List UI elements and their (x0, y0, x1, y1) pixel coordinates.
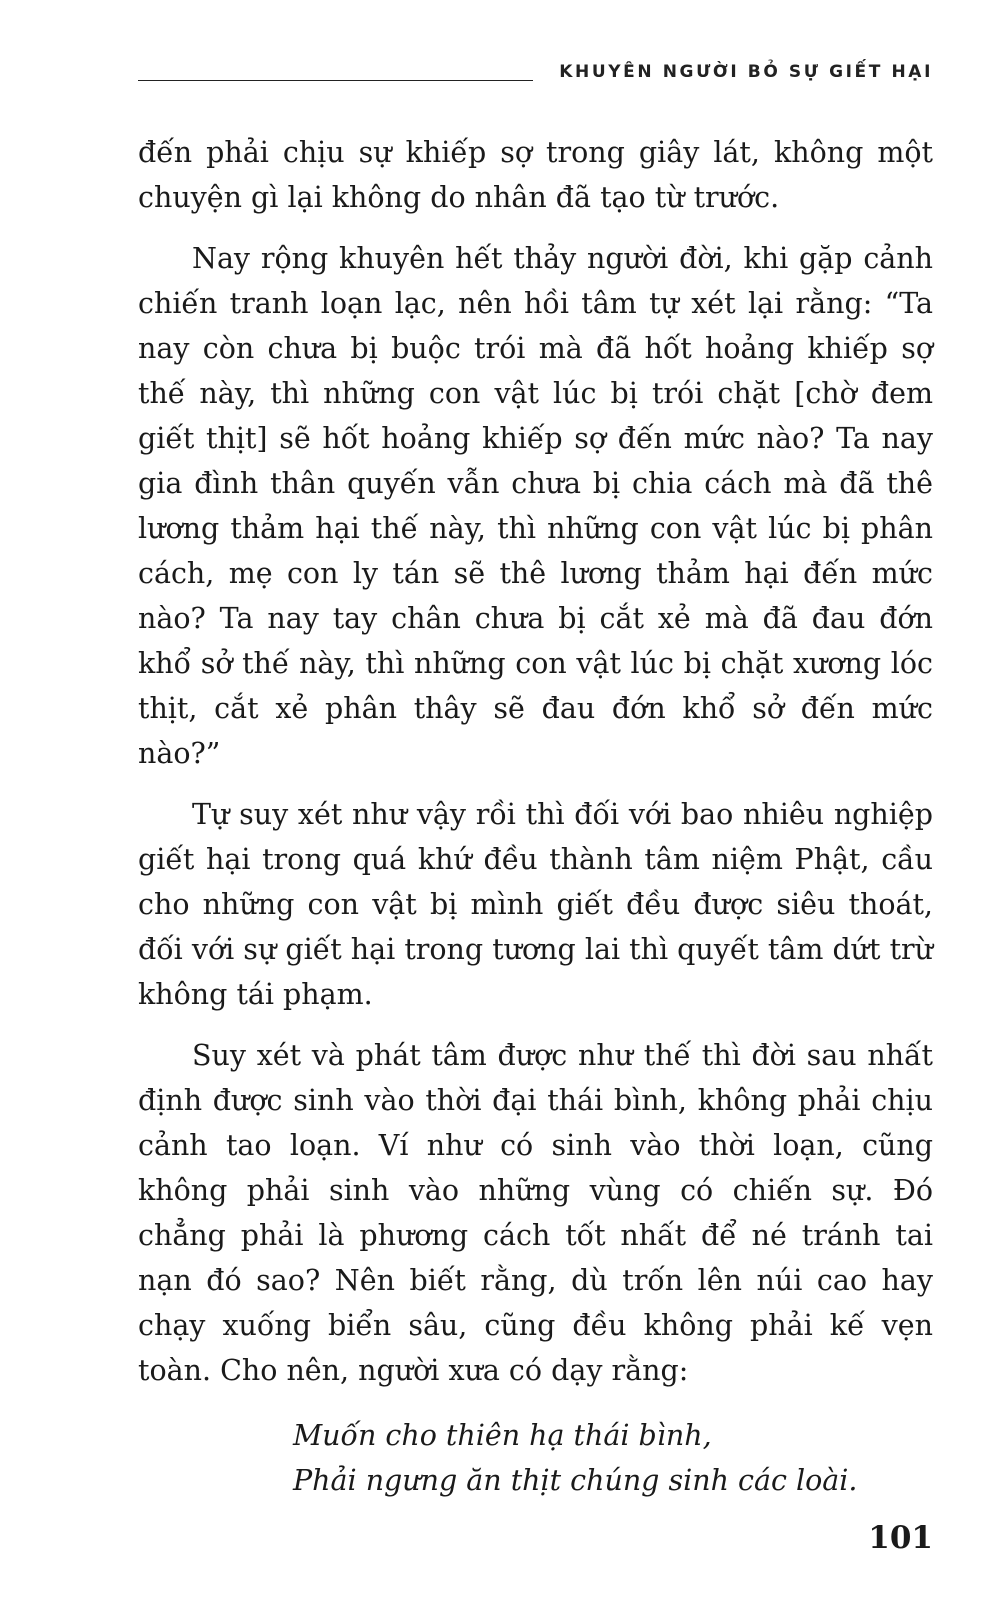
verse-line: Phải ngưng ăn thịt chúng sinh các loài. (293, 1464, 858, 1497)
paragraph-continuation: đến phải chịu sự khiếp sợ trong giây lát, không một chuyện gì lại không do nhân đã tạo từ trước. (138, 136, 933, 214)
paragraph: Nay rộng khuyên hết thảy người đời, khi gặp cảnh chiến tranh loạn lạc, nên hồi tâm tự xét lại rằng: “Ta nay còn chưa bị buộc trói mà đã hốt hoảng khiếp sợ thế này, thì những con vật lúc bị trói chặt [chờ đem giết thịt] sẽ hốt hoảng khiếp sợ đến mức nào? Ta nay gia đình thân quyến vẫn chưa bị chia cách mà đã thê lương thảm hại thế này, thì những con vật lúc bị phân cách, mẹ con ly tán sẽ thê lương thảm hại đến mức nào? Ta nay tay chân chưa bị cắt xẻ mà đã đau đớn khổ sở thế này, thì những con vật lúc bị chặt xương lóc thịt, cắt xẻ phân thây sẽ đau đớn khổ sở đến mức nào?” (138, 242, 933, 770)
verse-quote (293, 1413, 933, 1503)
running-header (138, 58, 933, 88)
page-number: 101 (868, 1520, 933, 1556)
header-rule (138, 80, 533, 81)
paragraph: Tự suy xét như vậy rồi thì đối với bao nhiêu nghiệp giết hại trong quá khứ đều thành tâm niệm Phật, cầu cho những con vật bị mình giết đều được siêu thoát, đối với sự giết hại trong tương lai thì quyết tâm dứt trừ không tái phạm. (138, 798, 933, 1011)
verse-line: Muốn cho thiên hạ thái bình, (293, 1419, 712, 1452)
running-title: KHUYÊN NGƯỜI BỎ SỰ GIẾT HẠI (559, 62, 933, 82)
paragraph: Suy xét và phát tâm được như thế thì đời sau nhất định được sinh vào thời đại thái bình, không phải chịu cảnh tao loạn. Ví như có sinh vào thời loạn, cũng không phải sinh vào những vùng có chiến sự. Đó chẳng phải là phương cách tốt nhất để né tránh tai nạn đó sao? Nên biết rằng, dù trốn lên núi cao hay chạy xuống biển sâu, cũng đều không phải kế vẹn toàn. Cho nên, người xưa có dạy rằng: (138, 1039, 933, 1387)
page-body (138, 130, 933, 1503)
